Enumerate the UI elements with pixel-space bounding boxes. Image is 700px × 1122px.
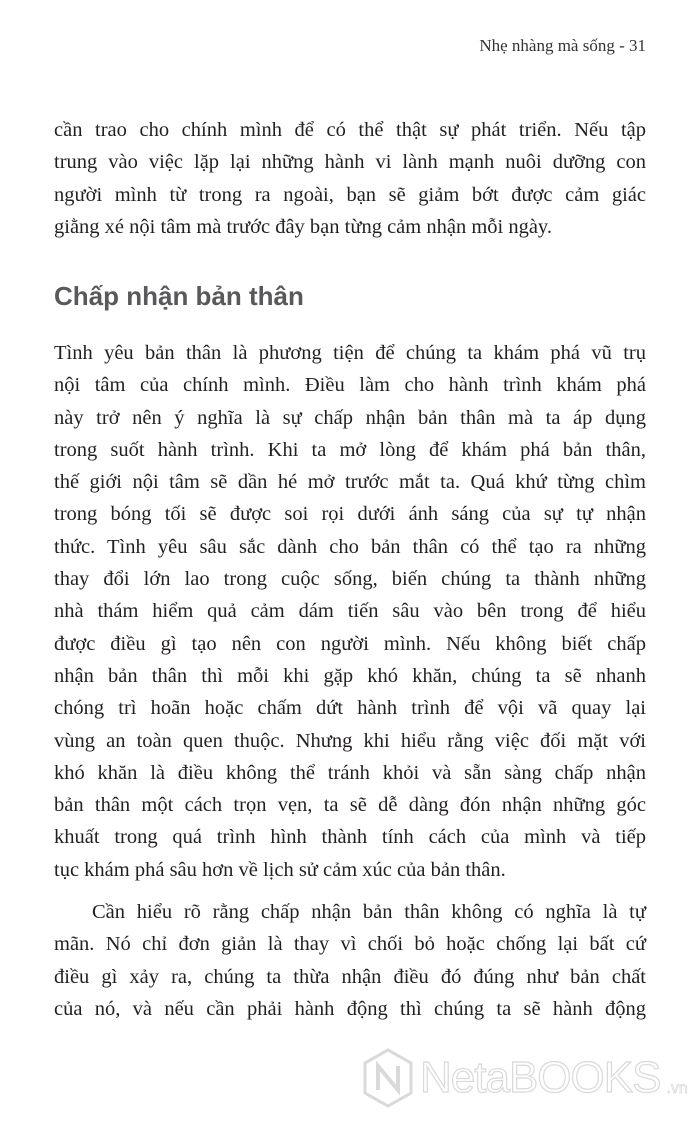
text-line: Tình yêu bản thân là phương tiện để chúng ta khám phá vũ trụ bbox=[54, 342, 646, 364]
paragraph-2 bbox=[54, 337, 646, 886]
text-line: trong bóng tối sẽ được soi rọi dưới ánh sáng của sự tự nhận bbox=[54, 503, 646, 526]
watermark-brand: NetaBOOKS bbox=[420, 1053, 661, 1102]
text-line: trong suốt hành trình. Khi ta mở lòng để khám phá bản thân, bbox=[54, 438, 646, 461]
text-line: chóng trì hoãn hoặc chấm dứt hành trình để vội vã quay lại bbox=[54, 697, 646, 720]
text-line: này trở nên ý nghĩa là sự chấp nhận bản thân mà ta áp dụng bbox=[54, 406, 646, 429]
text-line: nội tâm của chính mình. Điều làm cho hành trình khám phá bbox=[54, 374, 646, 397]
netabooks-watermark bbox=[362, 1048, 688, 1108]
netabooks-hexagon-logo-icon bbox=[362, 1048, 414, 1108]
paragraph-1 bbox=[54, 114, 646, 243]
text-line: tục khám phá sâu hơn về lịch sử cảm xúc của bản thân. bbox=[54, 858, 506, 881]
text-line: mãn. Nó chỉ đơn giản là thay vì chối bỏ hoặc chống lại bất cứ bbox=[54, 933, 646, 956]
text-line: thế giới nội tâm sẽ dần hé mở trước mắt ta. Quá khứ từng chìm bbox=[54, 471, 646, 494]
text-line: của nó, và nếu cần phải hành động thì chúng ta sẽ hành động bbox=[54, 997, 646, 1020]
text-line: nhận bản thân thì mỗi khi gặp khó khăn, chúng ta sẽ nhanh bbox=[54, 664, 646, 687]
text-line: thay đổi lớn lao trong cuộc sống, biến chúng ta thành những bbox=[54, 568, 646, 591]
text-line: người mình từ trong ra ngoài, bạn sẽ giảm bớt được cảm giác bbox=[54, 183, 646, 206]
section-heading: Chấp nhận bản thân bbox=[54, 281, 304, 311]
running-head: Nhẹ nhàng mà sống - 31 bbox=[479, 36, 646, 55]
text-line: nhà thám hiểm quả cảm dám tiến sâu vào bên trong để hiểu bbox=[54, 600, 646, 623]
watermark-suffix: .vn bbox=[666, 1080, 688, 1097]
text-line: điều gì xảy ra, chúng ta thừa nhận điều đó đúng như bản chất bbox=[54, 965, 646, 988]
text-line: vùng an toàn quen thuộc. Nhưng khi hiểu rằng việc đối mặt với bbox=[54, 729, 646, 752]
paragraph-3 bbox=[54, 896, 646, 1025]
text-line: được điều gì tạo nên con người mình. Nếu không biết chấp bbox=[54, 632, 646, 655]
text-line: khuất trong quá trình hình thành tính cách của mình và tiếp bbox=[54, 826, 646, 849]
text-line: Cần hiểu rõ rằng chấp nhận bản thân không có nghĩa là tự bbox=[92, 901, 646, 923]
text-line: giằng xé nội tâm mà trước đây bạn từng cảm nhận mỗi ngày. bbox=[54, 215, 552, 238]
text-line: cần trao cho chính mình để có thể thật sự phát triển. Nếu tập bbox=[54, 119, 646, 141]
text-line: bản thân một cách trọn vẹn, ta sẽ dễ dàng đón nhận những góc bbox=[54, 794, 646, 817]
text-line: khó khăn là điều không thể tránh khỏi và sẵn sàng chấp nhận bbox=[54, 761, 646, 784]
text-line: thức. Tình yêu sâu sắc dành cho bản thân có thể tạo ra những bbox=[54, 535, 646, 558]
text-line: trung vào việc lặp lại những hành vi lành mạnh nuôi dưỡng con bbox=[54, 151, 646, 174]
